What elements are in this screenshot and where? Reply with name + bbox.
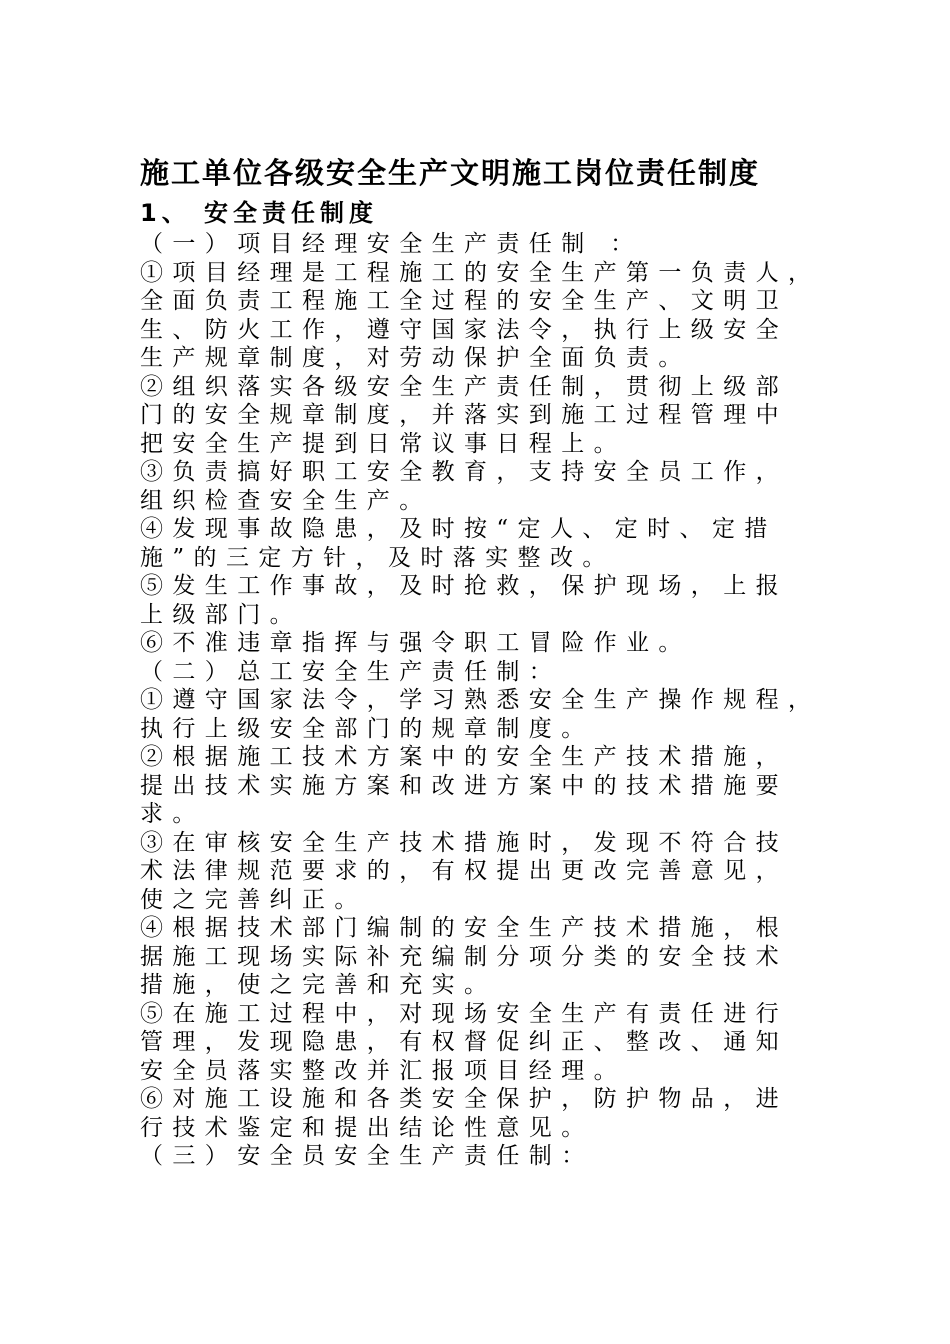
text-line: ⑤在施工过程中，对现场安全生产有责任进行: [140, 1000, 788, 1027]
text-line: 措施，使之完善和充实。: [140, 972, 497, 998]
text-line: 使之完善纠正。: [140, 886, 367, 913]
text-line: 安全员落实整改并汇报项目经理。: [140, 1057, 626, 1084]
text-line: ②组织落实各级安全生产责任制，贯彻上级部: [140, 373, 788, 400]
text-line: ③负责搞好职工安全教育，支持安全员工作，: [140, 459, 788, 485]
text-line: ①遵守国家法令，学习熟悉安全生产操作规程，: [140, 687, 821, 713]
text-line: 求。: [140, 801, 205, 827]
text-line: 全面负责工程施工全过程的安全生产、文明卫: [140, 288, 788, 314]
text-line: （二）总工安全生产责任制：: [140, 658, 562, 685]
text-line: ⑥不准违章指挥与强令职工冒险作业。: [140, 630, 691, 656]
text-line: 上级部门。: [140, 601, 302, 628]
text-line: 生产规章制度，对劳动保护全面负责。: [140, 345, 691, 371]
text-line: 组织检查安全生产。: [140, 487, 432, 514]
text-line: 把安全生产提到日常议事日程上。: [140, 430, 626, 457]
text-line: 门的安全规章制度，并落实到施工过程管理中: [140, 402, 788, 428]
text-line: ④发现事故隐患，及时按“定人、定时、定措: [140, 516, 777, 542]
text-line: ⑤发生工作事故，及时抢救，保护现场，上报: [140, 573, 788, 599]
section-heading: 1、 安全责任制度: [140, 199, 379, 227]
text-line: 术法律规范要求的，有权提出更改完善意见，: [140, 858, 788, 884]
text-line: 管理，发现隐患，有权督促纠正、整改、通知: [140, 1029, 788, 1055]
text-line: 生、防火工作，遵守国家法令，执行上级安全: [140, 316, 788, 343]
text-line: 提出技术实施方案和改进方案中的技术措施要: [140, 772, 788, 799]
text-line: ④根据技术部门编制的安全生产技术措施，根: [140, 915, 788, 941]
text-line: 行技术鉴定和提出结论性意见。: [140, 1114, 594, 1141]
document-body: [140, 230, 840, 1171]
text-line: ③在审核安全生产技术措施时，发现不符合技: [140, 829, 788, 856]
text-line: （三）安全员安全生产责任制：: [140, 1143, 594, 1169]
text-line: ②根据施工技术方案中的安全生产技术措施，: [140, 744, 788, 770]
document-page: [140, 150, 840, 1171]
text-line: 执行上级安全部门的规章制度。: [140, 715, 594, 742]
text-line: （一）项目经理安全生产责任制 ：: [140, 231, 643, 257]
text-line: ①项目经理是工程施工的安全生产第一负责人，: [140, 259, 821, 286]
text-line: 据施工现场实际补充编制分项分类的安全技术: [140, 943, 788, 970]
text-line: ⑥对施工设施和各类安全保护，防护物品，进: [140, 1086, 788, 1112]
text-line: 施”的三定方针，及时落实整改。: [140, 544, 615, 571]
document-title: 施工单位各级安全生产文明施工岗位责任制度: [140, 156, 761, 190]
